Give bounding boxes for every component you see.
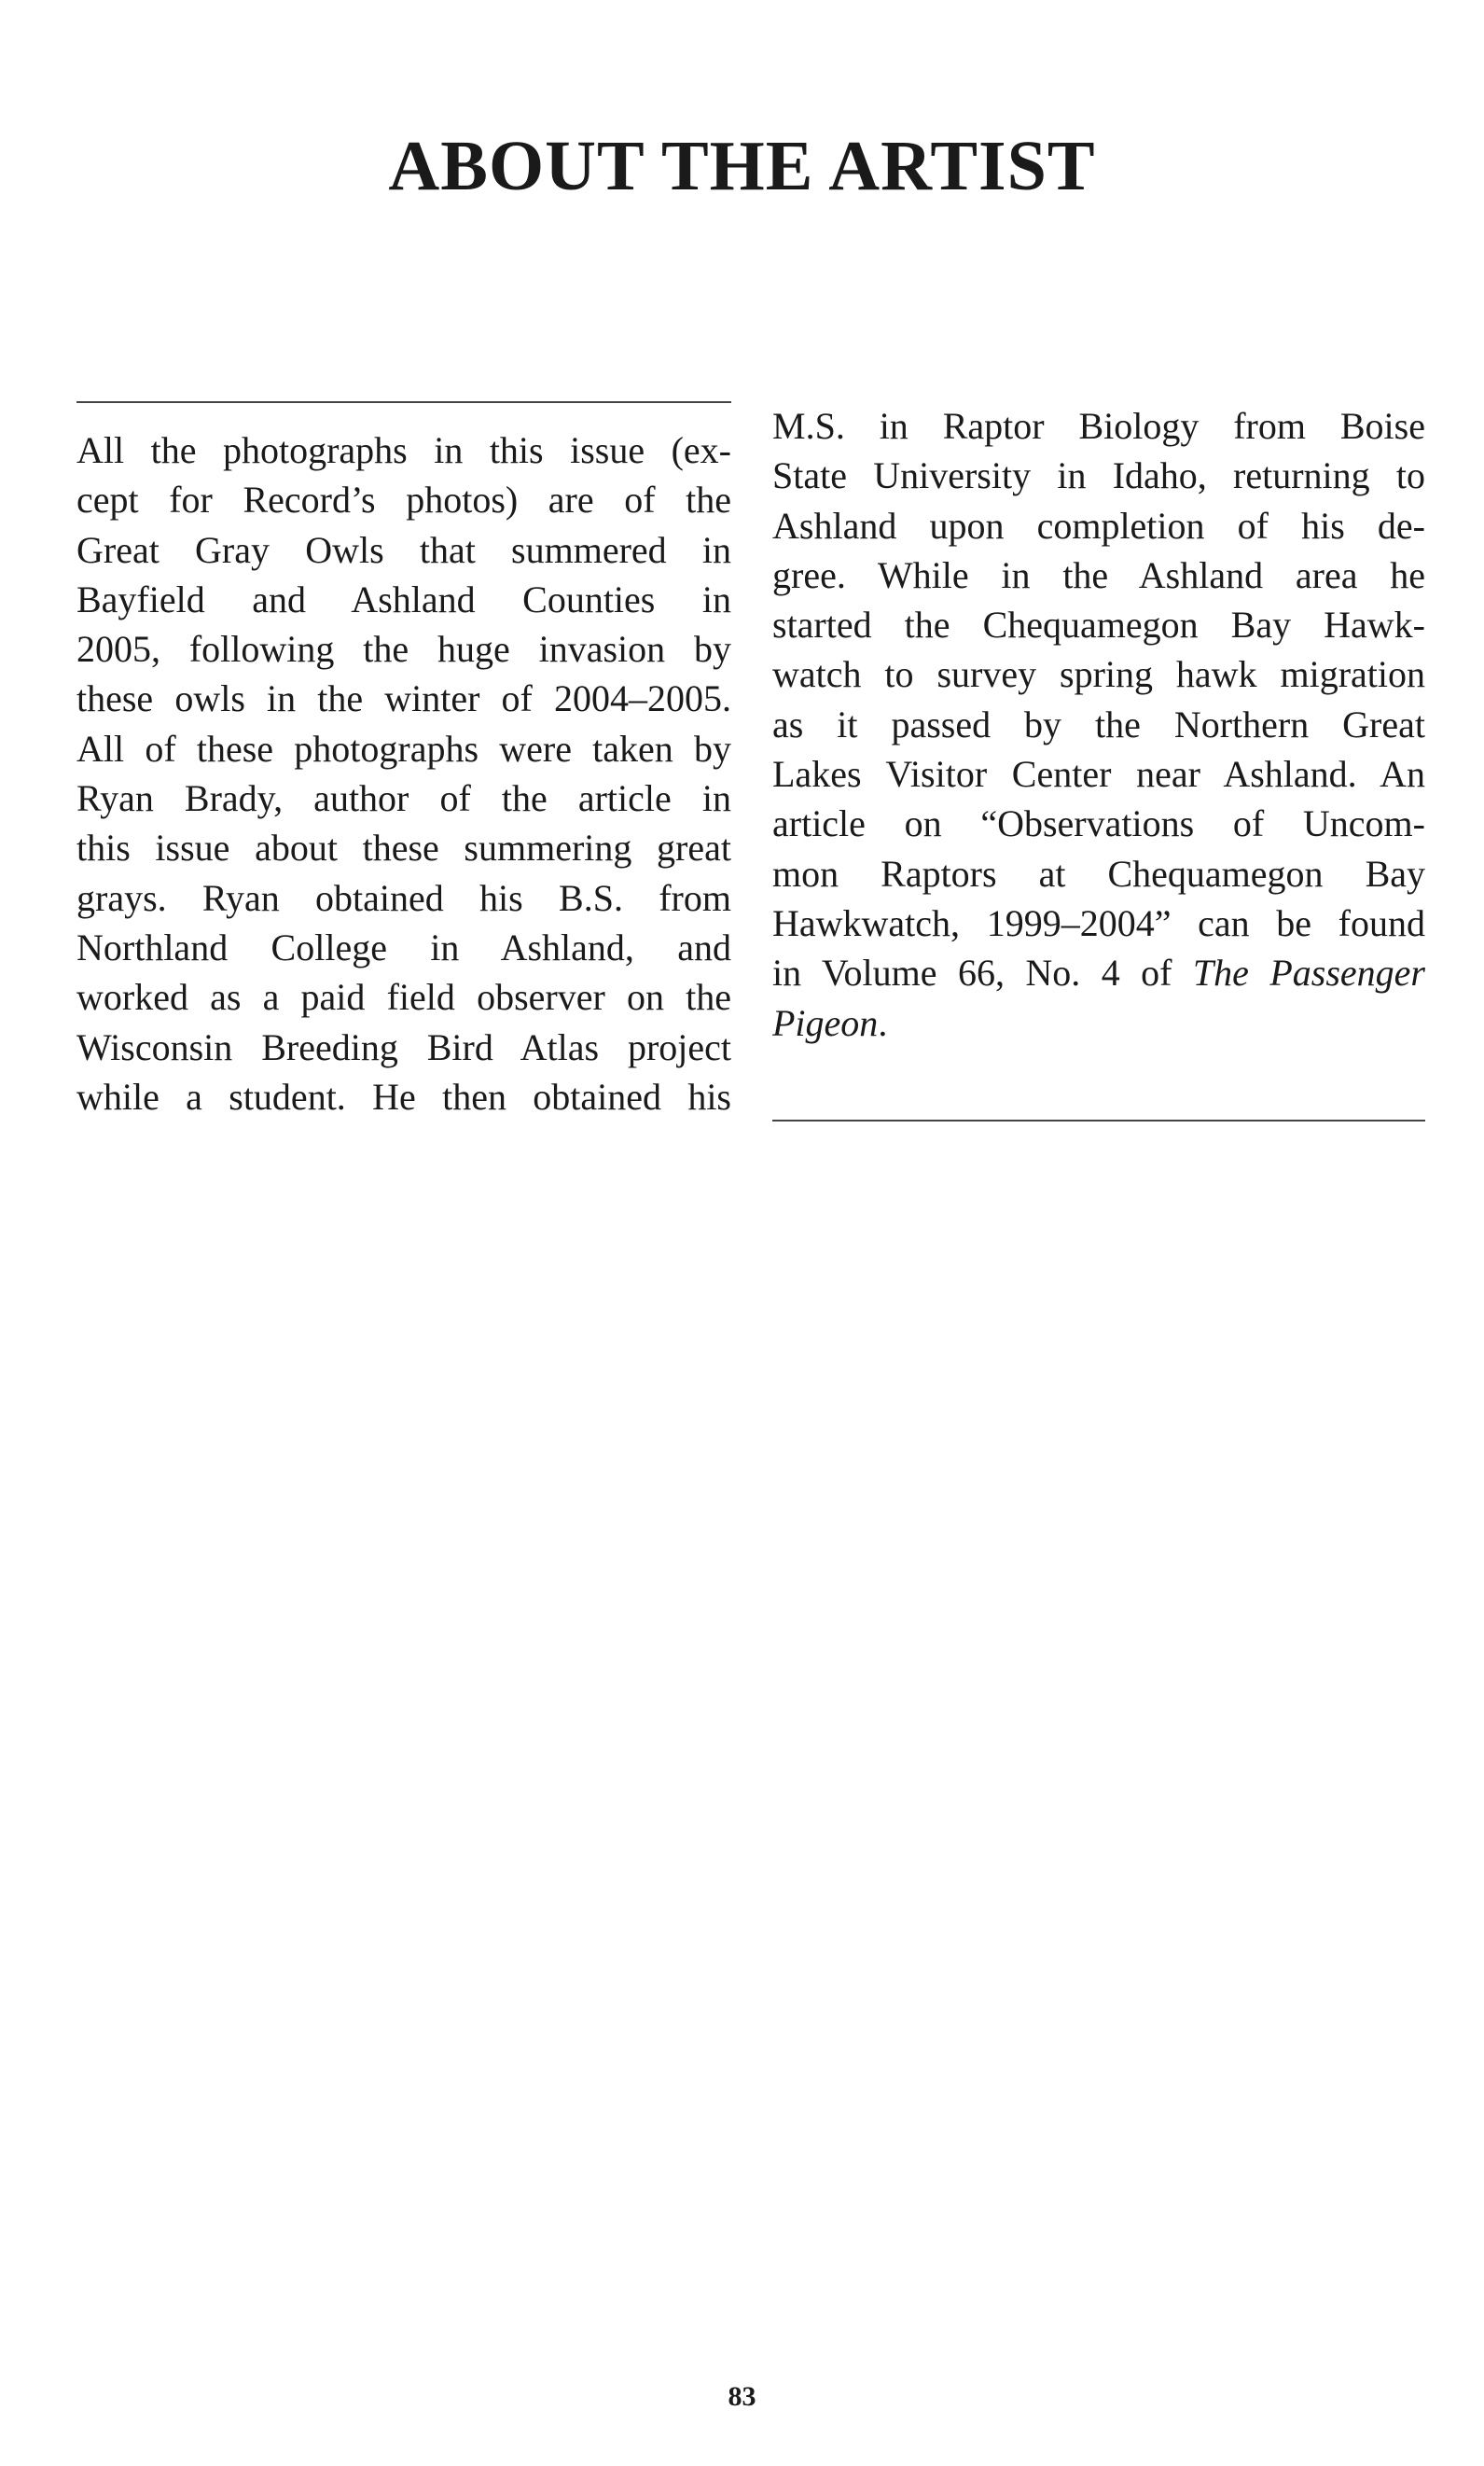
text-line: Wisconsin Breeding Bird Atlas project (76, 1025, 731, 1068)
text-line: grays. Ryan obtained his B.S. from (76, 876, 731, 919)
right-column (772, 401, 1425, 1048)
text-line: watch to survey spring hawk migration (772, 653, 1425, 696)
text-line: as it passed by the Northern Great (772, 703, 1425, 745)
text-line: Ryan Brady, author of the article in (76, 777, 731, 820)
text-line: Great Gray Owls that summered in (76, 528, 731, 571)
text-line: these owls in the winter of 2004–2005. (76, 677, 731, 720)
text-line: gree. While in the Ashland area he (772, 553, 1425, 596)
journal-title: The Passenger (1192, 952, 1425, 995)
text-line: All of these photographs were taken by (76, 727, 731, 770)
top-rule (76, 401, 731, 403)
text-line: Ashland upon completion of his de- (772, 504, 1425, 547)
text-line: started the Chequamegon Bay Hawk- (772, 604, 1425, 647)
text-line: State University in Idaho, returning to (772, 454, 1425, 497)
text-line: Hawkwatch, 1999–2004” can be found (772, 901, 1425, 944)
text-line: Lakes Visitor Center near Ashland. An (772, 753, 1425, 796)
text-line: this issue about these summering great (76, 827, 731, 870)
text-line: worked as a paid field observer on the (76, 976, 731, 1019)
text-line: Northland College in Ashland, and (76, 926, 731, 968)
text-line: All the photographs in this issue (ex- (76, 429, 731, 471)
journal-title-continued: Pigeon (772, 1001, 879, 1044)
text-line: cept for Record’s photos) are of the (76, 479, 731, 522)
page-title: ABOUT THE ARTIST (388, 127, 1096, 205)
final-period: . (878, 1001, 888, 1044)
text-line: article on “Observations of Uncom- (772, 802, 1425, 845)
page-number: 83 (728, 2381, 756, 2412)
text-line: Bayfield and Ashland Counties in (76, 578, 731, 620)
text-line: mon Raptors at Chequamegon Bay (772, 852, 1425, 895)
text-line: 2005, following the huge invasion by (76, 628, 731, 671)
volume-reference: in Volume 66, No. 4 of (772, 952, 1193, 995)
text-line (772, 998, 1425, 1048)
text-line: M.S. in Raptor Biology from Boise (772, 405, 1425, 447)
text-line: while a student. He then obtained his (76, 1075, 731, 1118)
bottom-rule (772, 1120, 1425, 1122)
left-column (76, 425, 731, 1122)
text-line (772, 948, 1425, 997)
